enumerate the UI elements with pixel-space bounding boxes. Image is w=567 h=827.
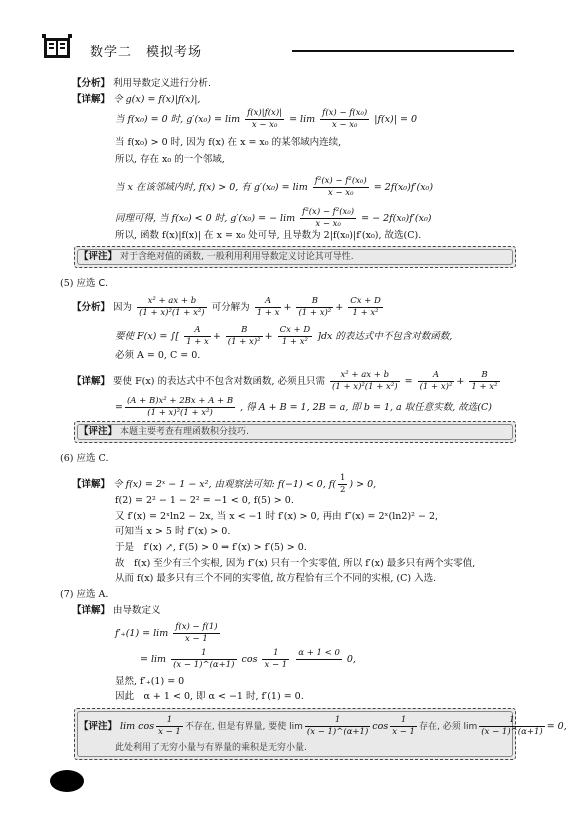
comment-box: 【评注】 lim cos $\frac{1}{x - 1}$ 不存在, 但是有界量, 要使 lim $\frac{1}{(x - 1)\^{}(\alpha+1)}$ cos $\frac{1}{x - 1}$ 存在, 必须 lim $\frac{1}{(x - 1)\^{}(\alpha+1)}$ = 0, 此处利用了无穷小量与有界量的乘积是无穷小量. bbox=[74, 708, 516, 760]
sec5-analysis-line: 【分析】 因为 $\frac{\text{x² + ax + b}}{\text{(1 + x)²(1 + x²)}}$ 可分解为 $\frac{A}{1 + x}$ + $\frac{B}{\text{(1 + x)²}}$ + $\frac{Cx + D}{\text{1 + x²}}$ bbox=[72, 296, 381, 318]
fraction: $\frac{f(x)|f(x)|}{\text{x − x₀}}$ bbox=[247, 108, 283, 130]
fraction: $\frac{\text{x² + ax + b}}{\text{(1 + x)²(1 + x²)}}$ bbox=[139, 296, 205, 318]
detail-tag: 【详解】 bbox=[72, 479, 111, 490]
header-title: 数学二 模拟考场 bbox=[90, 45, 203, 60]
text-line: 当 f(x₀) > 0 时, 因为 f(x) 在 x = x₀ 的某邻域内连续, bbox=[115, 137, 342, 148]
sec4-formula-2 bbox=[115, 176, 433, 199]
fraction: $\frac{\text{f(x) − f(x₀)}}{\text{x − x₀}}$ bbox=[322, 108, 368, 130]
text-line: 于是 f′(x) ↗, f′(5) > 0 ⇒ f′(x) > f′(5) > 0. bbox=[115, 542, 307, 553]
text-line: 因为 bbox=[113, 302, 133, 313]
text-line: = lim bbox=[289, 114, 316, 125]
text-line: ]dx 的表达式中不包含对数函数, bbox=[317, 331, 453, 342]
text-line: 可分解为 bbox=[211, 302, 250, 313]
text-line: 因此 α + 1 < 0, 即 α < −1 时, f′(1) = 0. bbox=[115, 691, 304, 702]
fraction: $\frac{B}{\text{(1 + x)²}}$ bbox=[227, 325, 261, 347]
text-line: 当 f(x₀) = 0 时, g′(x₀) = lim bbox=[115, 114, 241, 125]
text-line: f(2) = 2² − 1 − 2² = −1 < 0, f(5) > 0. bbox=[115, 495, 294, 506]
text-line: 可知当 x > 5 时 f″(x) > 0. bbox=[115, 526, 231, 537]
fraction: $\frac{A}{\text{(1 + x)²}}$ bbox=[419, 370, 453, 392]
comment-tag: 【评注】 bbox=[79, 721, 118, 732]
fraction: $\frac{1}{(x - 1)\^{}(\alpha+1)}$ bbox=[306, 715, 369, 737]
answer-text: 应选 C. bbox=[76, 278, 109, 289]
sec6-heading bbox=[60, 452, 108, 465]
fraction: $\frac{\text{(A + B)x² + 2Bx + A + B}}{\text{(1 + x)²(1 + x²)}}$ bbox=[126, 396, 234, 418]
question-number: (5) bbox=[60, 278, 74, 289]
fraction: $\frac{Cx + D}{\text{1 + x²}}$ bbox=[279, 325, 311, 347]
fraction: $\frac{f(x) - f(1)}{x - 1}$ bbox=[175, 622, 218, 644]
text-line: 故 f(x) 至少有三个实根, 因为 f″(x) 只有一个实零值, 所以 f′(x) 最多只有两个实零值, bbox=[115, 558, 476, 569]
comment-box bbox=[74, 421, 516, 443]
fraction: $\frac{1}{2}$ bbox=[339, 473, 346, 495]
text-line: = 2f(x₀)f′(x₀) bbox=[373, 182, 434, 193]
page-number-marker bbox=[50, 770, 84, 792]
comment-tag: 【评注】 bbox=[79, 426, 118, 437]
sec7-formula-2: = lim $\frac{1}{(x - 1)\^{}(\alpha+1)}$ cos $\frac{1}{x - 1}$ α + 1 < 0 0, bbox=[140, 648, 356, 670]
fraction: $\frac{\text{f²(x) − f²(x₀)}}{\text{x − x₀}}$ bbox=[302, 207, 355, 229]
fraction: $\frac{A}{1 + x}$ bbox=[256, 296, 280, 318]
text-line: 要使 F(x) 的表达式中不包含对数函数, 必须且只需 bbox=[113, 376, 325, 387]
text-line: 由导数定义 bbox=[113, 605, 161, 616]
answer-text: 应选 C. bbox=[76, 453, 109, 464]
text-line: 从而 f(x) 最多只有三个不同的实零值, 故方程恰有三个不同的实根, (C) 入选. bbox=[115, 573, 437, 584]
text-line: = lim bbox=[140, 654, 167, 665]
text-line: f′₊(1) = lim bbox=[115, 628, 169, 639]
condition-arrow: α + 1 < 0 bbox=[298, 648, 340, 658]
fraction: $\frac{B}{\text{(1 + x)²}}$ bbox=[298, 296, 332, 318]
text-line: 显然, f′₊(1) = 0 bbox=[115, 676, 185, 687]
comment-text: 本题主要考查有理函数积分技巧. bbox=[120, 427, 249, 437]
text-line: = − 2f(x₀)f′(x₀) bbox=[361, 213, 432, 224]
text-line: 必须 A = 0, C = 0. bbox=[115, 350, 201, 361]
detail-tag: 【详解】 bbox=[72, 605, 111, 616]
comment-text: 此处利用了无穷小量与有界量的乘积是无穷小量. bbox=[115, 743, 307, 753]
fraction: $\frac{Cx + D}{\text{1 + x²}}$ bbox=[350, 296, 381, 318]
comment-box bbox=[74, 246, 516, 268]
comment-text: 对于含绝对值的函数, 一般利用利用导数定义讨论其可导性. bbox=[120, 252, 354, 262]
sec4-formula-3 bbox=[115, 207, 431, 230]
text-line: 要使 F(x) = ∫[ bbox=[115, 331, 180, 342]
comment-tag: 【评注】 bbox=[79, 251, 118, 262]
analysis-text: 利用导数定义进行分析. bbox=[113, 78, 212, 89]
fraction: $\frac{1}{(x - 1)\^{}(\alpha+1)}$ bbox=[173, 648, 235, 670]
question-number: (6) bbox=[60, 453, 74, 464]
sec5-detail-line-2: = $\frac{\text{(A + B)x² + 2Bx + A + B}}{\text{(1 + x)²(1 + x²)}}$ , 得 A + B = 1, 2B = a, 即 b = 1, a 取任意实数, 故选(C) bbox=[115, 396, 492, 418]
fraction: $\frac{1}{(x - 1)\^{}(\alpha+1)}$ bbox=[481, 715, 543, 737]
fraction: $\frac{A}{1 + x}$ bbox=[186, 325, 209, 347]
fraction: $\frac{\text{f²(x) − f²(x₀)}}{\text{x − x₀}}$ bbox=[314, 176, 367, 198]
text-line: 令 f(x) = 2ˣ − 1 − x², 由观察法可知: f(−1) < 0, f( bbox=[113, 479, 336, 490]
sec4-analysis-line bbox=[72, 77, 211, 90]
sec6-detail-line: 【详解】 令 f(x) = 2ˣ − 1 − x², 由观察法可知: f(−1) < 0, f( $\frac{1}{2}$ ) > 0, bbox=[72, 473, 377, 495]
text-line: 所以, 存在 x₀ 的一个邻域, bbox=[115, 154, 225, 165]
fraction: $\frac{1}{x - 1}$ bbox=[392, 715, 415, 737]
detail-tag: 【详解】 bbox=[72, 94, 111, 105]
sec5-heading bbox=[60, 277, 108, 290]
answer-text: 应选 A. bbox=[76, 589, 109, 600]
fraction: $\frac{B}{\text{1 + x²}}$ bbox=[471, 370, 498, 392]
fraction: $\frac{\text{x² + ax + b}}{\text{(1 + x)²(1 + x²)}}$ bbox=[332, 370, 398, 392]
analysis-tag: 【分析】 bbox=[72, 302, 111, 313]
text-line: , 得 A + B = 1, 2B = a, 即 b = 1, a 取任意实数, 故选(C) bbox=[240, 402, 492, 413]
text-line: |f(x)| = 0 bbox=[374, 114, 418, 125]
question-number: (7) bbox=[60, 589, 74, 600]
sec4-detail-line bbox=[72, 93, 200, 106]
analysis-tag: 【分析】 bbox=[72, 78, 111, 89]
text-line: 又 f′(x) = 2ˣln2 − 2x, 当 x < −1 时 f′(x) > 0, 再由 f″(x) = 2ˣ(ln2)² − 2, bbox=[115, 511, 439, 522]
detail-tag: 【详解】 bbox=[72, 376, 111, 387]
sec5-detail-line: 【详解】 要使 F(x) 的表达式中不包含对数函数, 必须且只需 $\frac{\text{x² + ax + b}}{\text{(1 + x)²(1 + x²)}}$ = $\frac{A}{\text{(1 + x)²}}$ + $\frac{B}{\text{1 + x²}}$ bbox=[72, 370, 498, 392]
sec7-heading bbox=[60, 588, 108, 601]
fraction: $\frac{1}{x - 1}$ bbox=[264, 648, 288, 670]
fraction: $\frac{1}{x - 1}$ bbox=[158, 715, 181, 737]
sec7-detail-line bbox=[72, 604, 161, 617]
sec7-formula-1 bbox=[115, 622, 222, 645]
text-line: 同理可得, 当 f(x₀) < 0 时, g′(x₀) = − lim bbox=[115, 213, 296, 224]
text-line: 令 g(x) = f(x)|f(x)|, bbox=[113, 94, 201, 105]
sec5-integral-line: 要使 F(x) = ∫[ $\frac{A}{1 + x}$ + $\frac{B}{\text{(1 + x)²}}$ + $\frac{Cx + D}{\text{1 + x²}}$ ]dx 的表达式中不包含对数函数, bbox=[115, 325, 453, 347]
sec4-formula-1 bbox=[115, 108, 417, 131]
text-line: 当 x 在该邻域内时, f(x) > 0, 有 g′(x₀) = lim bbox=[115, 182, 308, 193]
text-line: 所以, 函数 f(x)|f(x)| 在 x = x₀ 处可导, 且导数为 2|f(x₀)|f′(x₀), 故选(C). bbox=[115, 230, 422, 241]
